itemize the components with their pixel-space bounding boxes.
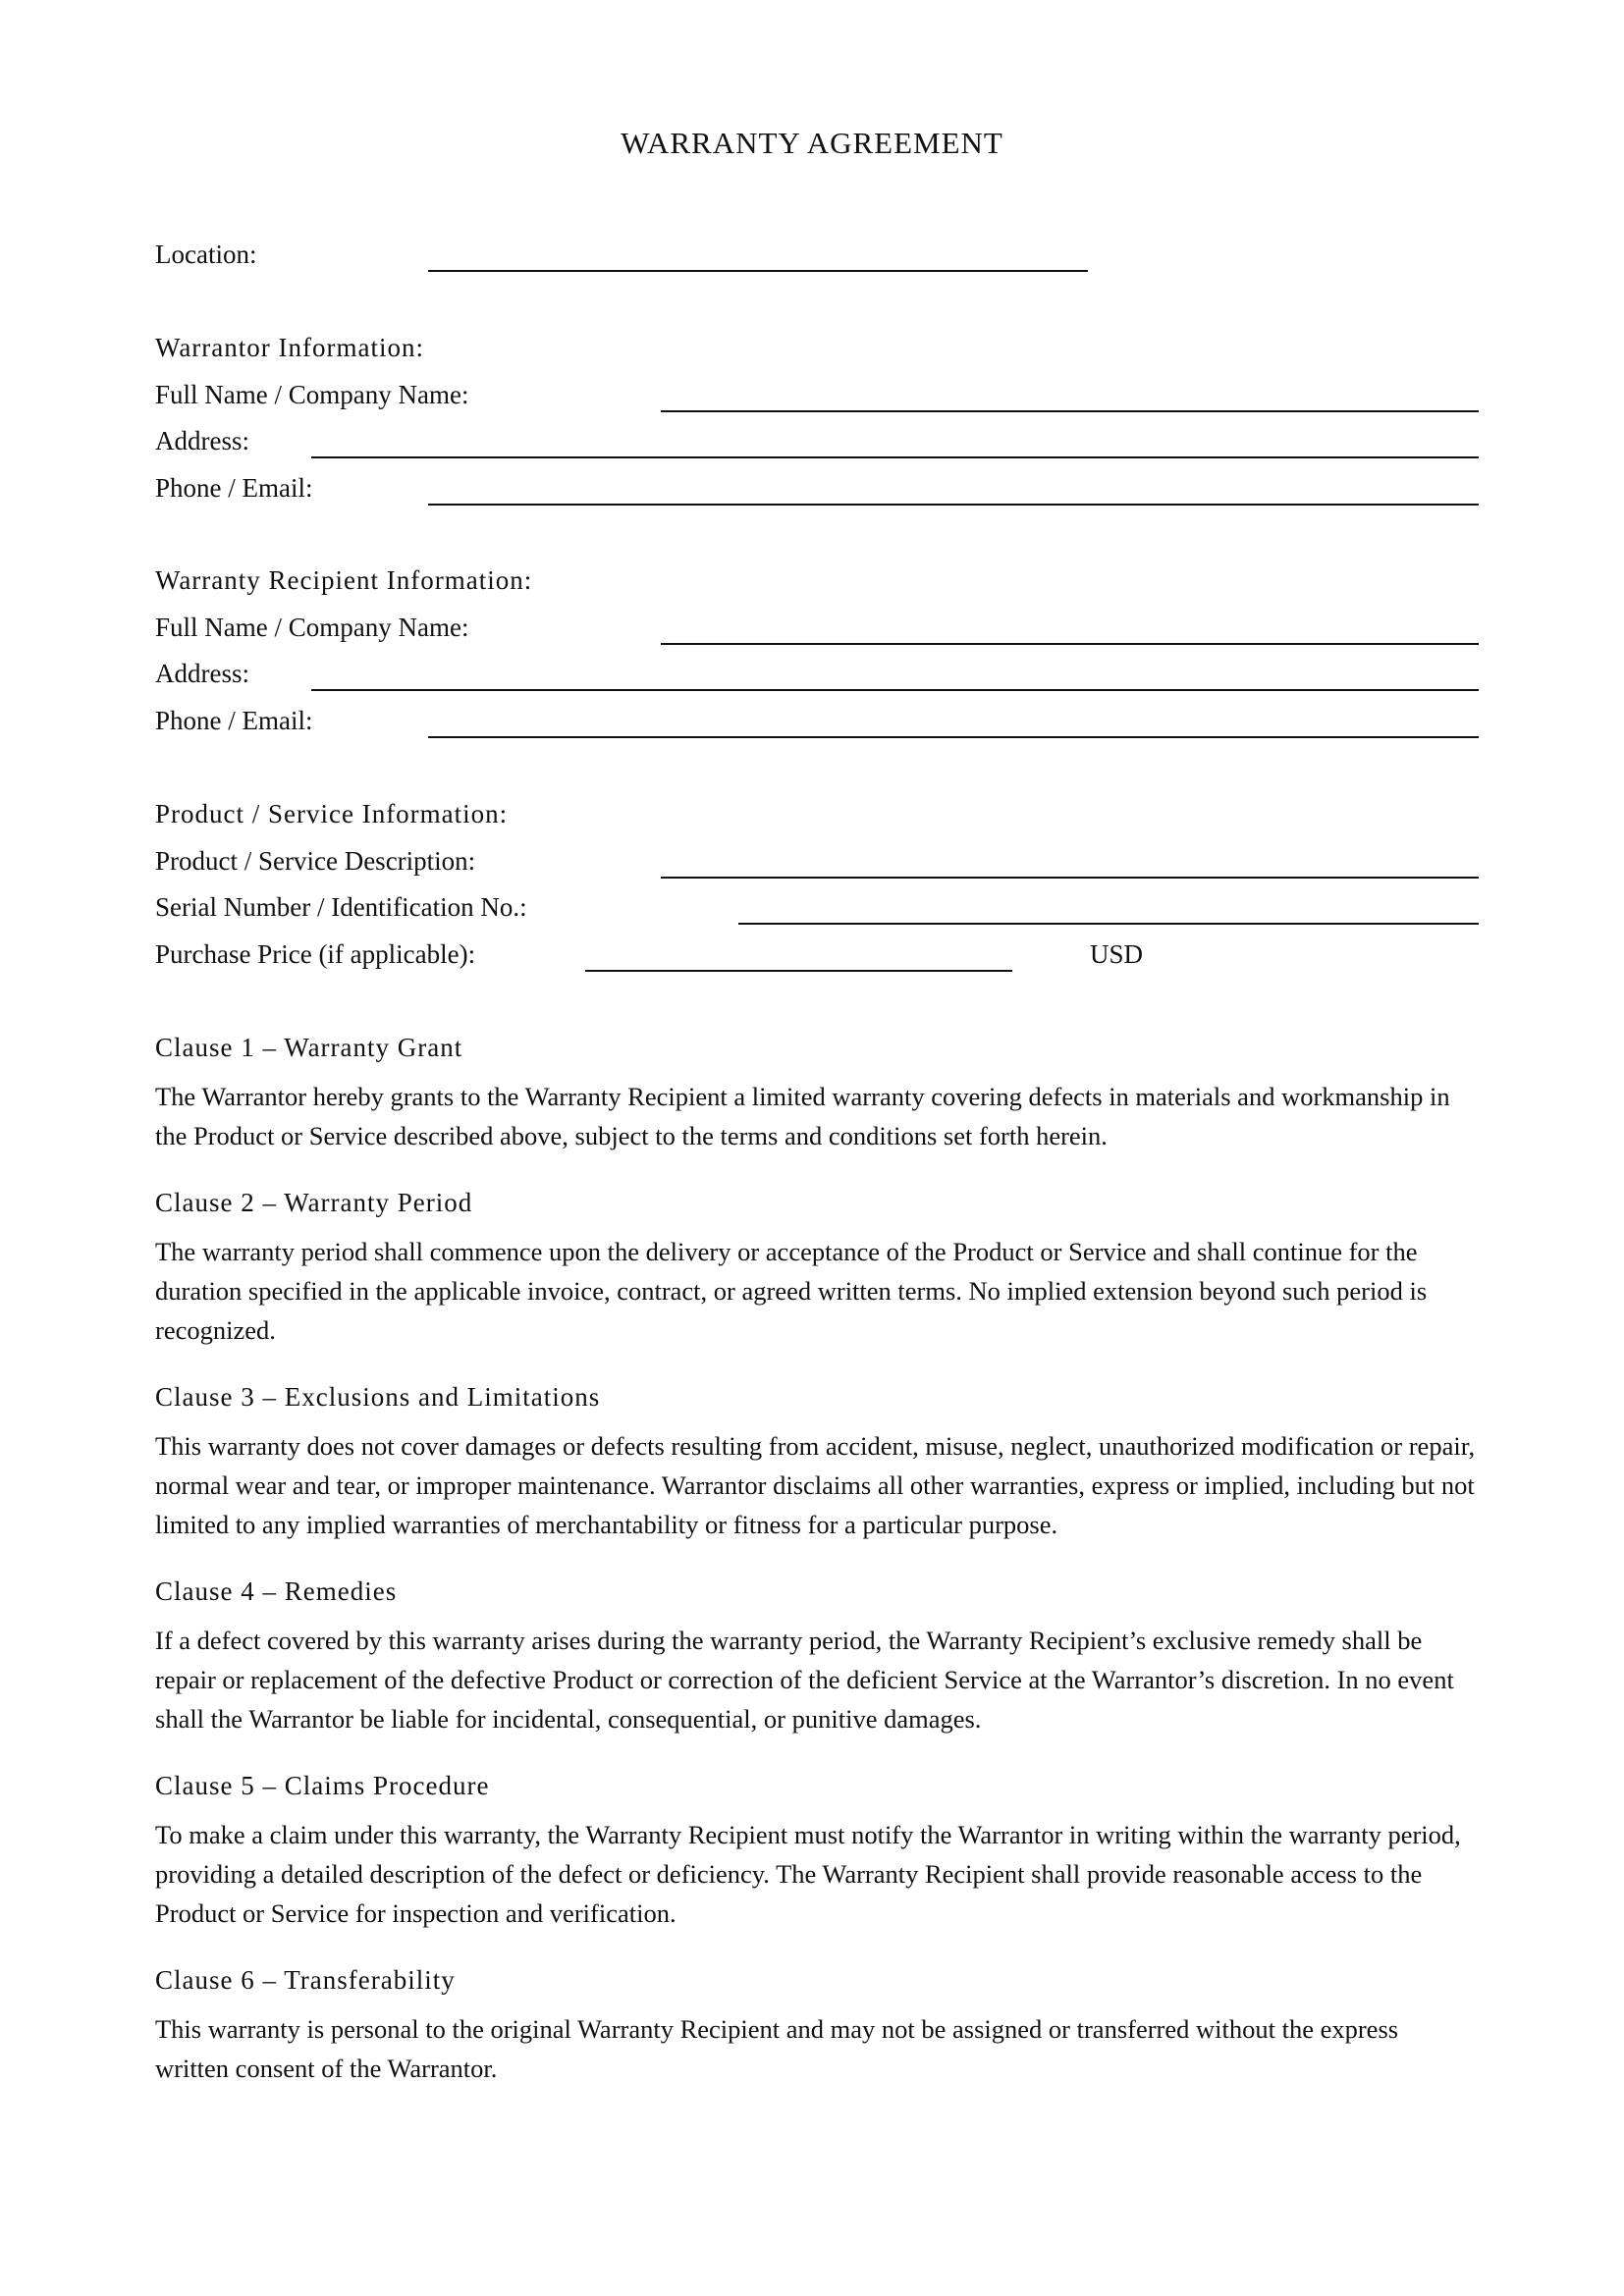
clause-5-text: To make a claim under this warranty, the Warranty Recipient must notify the Warrantor in writing within the warranty period, providing a detailed description of the defect or deficiency. The Warranty Recipient shall provide reasonable access to the Product or Service for inspection and verification. (155, 1820, 1461, 1928)
location-label: Location: (155, 240, 257, 269)
clause-6-text: This warranty is personal to the original Warranty Recipient and may not be assigned or transferred without the express written consent of the Warrantor. (155, 2014, 1399, 2083)
warrantor-address-label: Address: (155, 426, 249, 455)
clause-4-heading: Clause 4 – Remedies (155, 1576, 398, 1606)
serial-number-field[interactable] (738, 923, 1479, 925)
warrantor-name-field[interactable] (661, 410, 1479, 412)
warrantor-address-field[interactable] (311, 456, 1479, 458)
serial-number-label: Serial Number / Identification No.: (155, 892, 527, 922)
location-field[interactable] (428, 270, 1088, 272)
product-heading: Product / Service Information: (155, 799, 509, 828)
product-description-label: Product / Service Description: (155, 846, 476, 876)
warrantor-name-label: Full Name / Company Name: (155, 380, 469, 409)
warrantor-heading: Warrantor Information: (155, 333, 424, 362)
clause-5-heading: Clause 5 – Claims Procedure (155, 1771, 490, 1800)
currency-label: USD (1090, 939, 1144, 969)
clause-1-heading: Clause 1 – Warranty Grant (155, 1033, 463, 1062)
recipient-heading: Warranty Recipient Information: (155, 565, 533, 595)
page-title: WARRANTY AGREEMENT (621, 126, 1003, 160)
warrantor-contact-field[interactable] (428, 504, 1479, 506)
clause-2-text: The warranty period shall commence upon the delivery or acceptance of the Product or Service and shall continue for the duration specified in the applicable invoice, contract, or agreed written terms. No implied extension beyond such period is recognized. (155, 1237, 1428, 1345)
recipient-contact-field[interactable] (428, 736, 1479, 738)
purchase-price-label: Purchase Price (if applicable): (155, 939, 476, 969)
product-description-field[interactable] (661, 877, 1479, 879)
purchase-price-field[interactable] (585, 970, 1012, 972)
clause-4-text: If a defect covered by this warranty arises during the warranty period, the Warranty Recipient’s exclusive remedy shall be repair or replacement of the defective Product or correction of the deficient Service at the Warrantor’s discretion. In no event shall the Warrantor be liable for incidental, consequential, or punitive damages. (155, 1626, 1454, 1734)
clause-1-text: The Warrantor hereby grants to the Warranty Recipient a limited warranty covering defects in materials and workmanship in the Product or Service described above, subject to the terms and conditions set forth herein. (155, 1082, 1450, 1150)
clause-3-text: This warranty does not cover damages or defects resulting from accident, misuse, neglect, unauthorized modification or repair, normal wear and tear, or improper maintenance. Warrantor disclaims all other warranties, express or implied, including but not limited to any implied warranties of merchantability or fitness for a particular purpose. (155, 1431, 1476, 1539)
clause-6-heading: Clause 6 – Transferability (155, 1965, 456, 1995)
recipient-name-label: Full Name / Company Name: (155, 613, 469, 642)
recipient-address-field[interactable] (311, 689, 1479, 691)
clause-2-heading: Clause 2 – Warranty Period (155, 1188, 473, 1217)
recipient-name-field[interactable] (661, 643, 1479, 645)
recipient-contact-label: Phone / Email: (155, 706, 313, 735)
recipient-address-label: Address: (155, 659, 249, 688)
clause-3-heading: Clause 3 – Exclusions and Limitations (155, 1382, 601, 1412)
warrantor-contact-label: Phone / Email: (155, 473, 313, 503)
